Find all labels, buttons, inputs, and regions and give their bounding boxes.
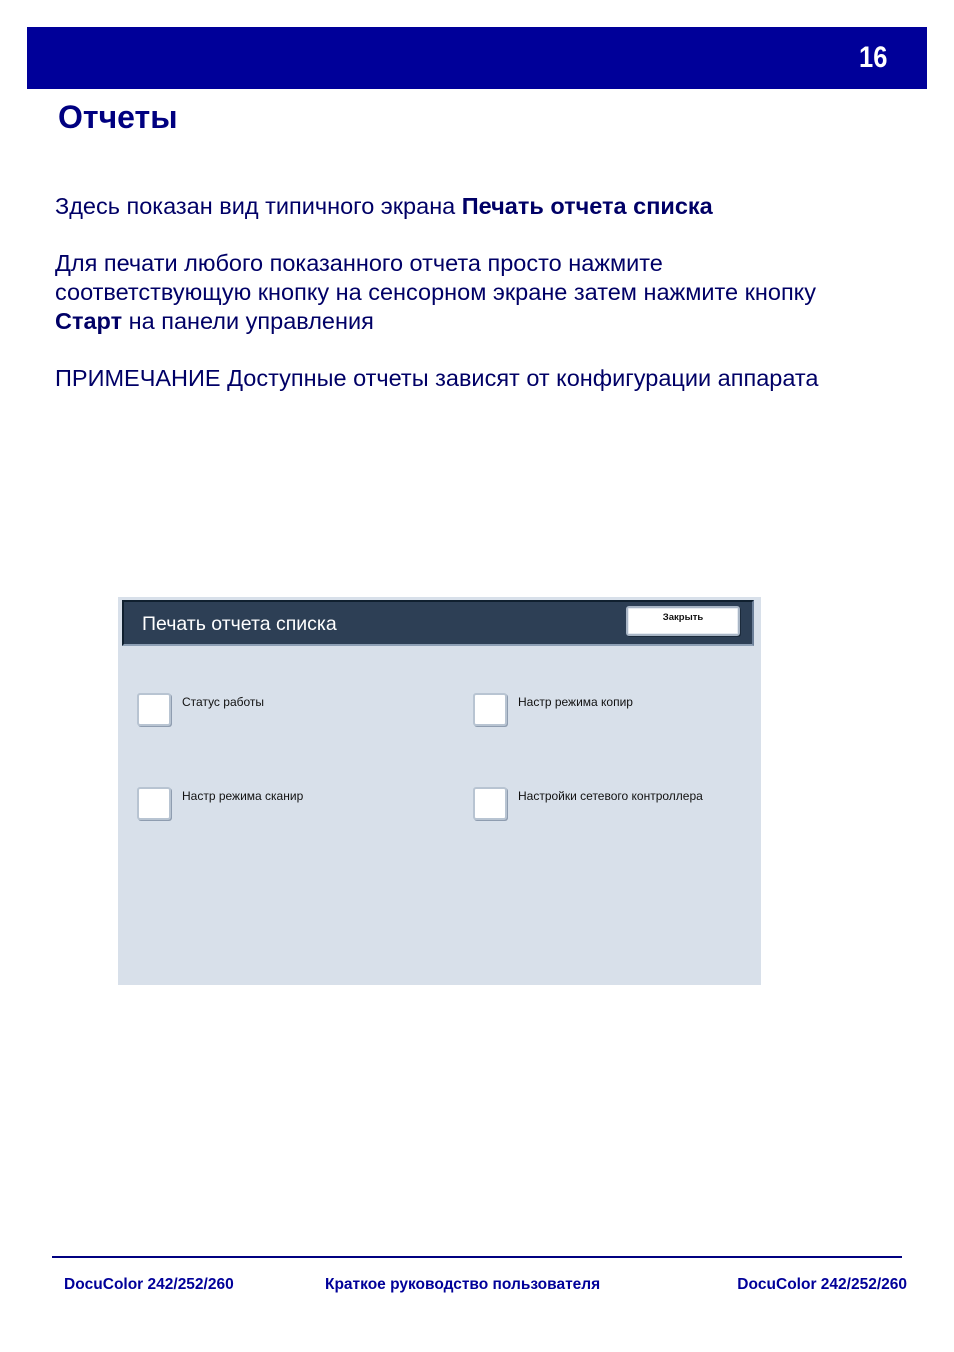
option-scan-mode-settings[interactable] bbox=[137, 787, 427, 827]
intro-bold-screen-name: Печать отчета списка bbox=[461, 193, 713, 219]
option-label: Настр режима копир bbox=[518, 695, 633, 709]
page-number: 16 bbox=[858, 41, 887, 74]
option-label: Настр режима сканир bbox=[182, 789, 304, 803]
footer-divider bbox=[52, 1256, 902, 1258]
header-bar bbox=[27, 27, 927, 89]
note-paragraph bbox=[55, 364, 855, 393]
screen-title: Печать отчета списка bbox=[142, 613, 337, 635]
intro-paragraph bbox=[55, 192, 855, 221]
instruction-text-after: на панели управления bbox=[122, 308, 374, 334]
instruction-paragraph bbox=[55, 249, 855, 336]
instruction-bold-start: Старт bbox=[55, 308, 123, 334]
screen-titlebar bbox=[122, 600, 754, 646]
intro-text: Здесь показан вид типичного экрана bbox=[55, 193, 462, 219]
touchscreen-panel bbox=[118, 597, 761, 985]
instruction-text-before: Для печати любого показанного отчета просто нажмите соответствующую кнопку на сенсорном экране затем нажмите кнопку bbox=[55, 250, 816, 305]
close-button[interactable]: Закрыть bbox=[626, 606, 740, 636]
note-text: ПРИМЕЧАНИЕ Доступные отчеты зависят от конфигурации аппарата bbox=[55, 365, 819, 391]
scan-mode-settings-checkbox[interactable] bbox=[137, 787, 171, 820]
option-label: Настройки сетевого контроллера bbox=[518, 789, 703, 803]
page-title: Отчеты bbox=[58, 99, 178, 135]
option-job-status[interactable] bbox=[137, 693, 427, 733]
footer-model-right: DocuColor 242/252/260 bbox=[737, 1276, 907, 1293]
option-copy-mode-settings[interactable] bbox=[473, 693, 763, 733]
option-network-controller-settings[interactable] bbox=[473, 787, 763, 827]
job-status-checkbox[interactable] bbox=[137, 693, 171, 726]
copy-mode-settings-checkbox[interactable] bbox=[473, 693, 507, 726]
footer-model-left: DocuColor 242/252/260 bbox=[64, 1276, 234, 1293]
network-controller-settings-checkbox[interactable] bbox=[473, 787, 507, 820]
option-label: Статус работы bbox=[182, 695, 265, 709]
footer-guide-title: Краткое руководство пользователя bbox=[325, 1276, 601, 1293]
